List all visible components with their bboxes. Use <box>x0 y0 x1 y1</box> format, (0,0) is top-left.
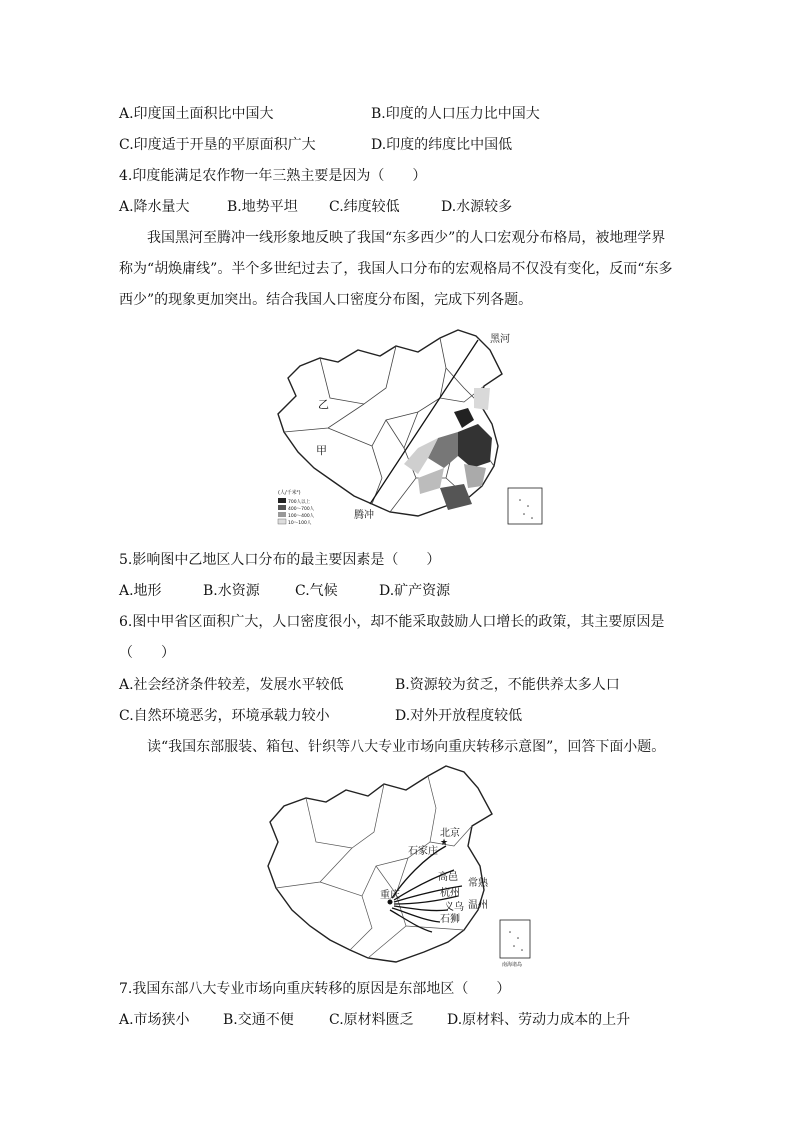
q6-option-a: A.社会经济条件较差，发展水平较低 <box>119 677 344 693</box>
market-transfer-map <box>264 762 540 968</box>
q6-option-c: C.自然环境恶劣，环境承载力较小 <box>119 708 330 724</box>
label-changshu: 常熟 <box>468 878 488 889</box>
q7-option-a: A.市场狭小 <box>119 1012 190 1028</box>
label-jia: 甲 <box>316 444 327 457</box>
q6-stem-cont: （ ） <box>119 645 175 661</box>
svg-text:100～400人: 100～400人 <box>288 514 315 519</box>
label-tengchong: 腾冲 <box>354 510 374 521</box>
q3-option-b: B.印度的人口压力比中国大 <box>371 106 540 122</box>
q4-option-d: D.水源较多 <box>441 199 513 215</box>
label-hangzhou: 杭州 <box>440 888 460 899</box>
inset-label: 南海诸岛 <box>502 962 523 968</box>
q7-option-c: C.原材料匮乏 <box>329 1012 414 1028</box>
svg-text:10～100人: 10～100人 <box>288 521 312 526</box>
q4-stem: 4.印度能满足农作物一年三熟主要是因为（ ） <box>119 168 427 184</box>
label-yi: 乙 <box>318 398 329 411</box>
q3-option-d: D.印度的纬度比中国低 <box>371 137 513 153</box>
population-density-map <box>268 328 548 528</box>
q6-option-d: D.对外开放程度较低 <box>395 708 523 724</box>
q4-option-c: C.纬度较低 <box>329 199 400 215</box>
q5-option-d: D.矿产资源 <box>379 583 451 599</box>
label-chongqing: 重庆 <box>380 890 400 901</box>
svg-text:700人以上: 700人以上 <box>288 500 311 505</box>
label-gaoyi: 高邑 <box>438 872 458 883</box>
q7-option-d: D.原材料、劳动力成本的上升 <box>447 1012 631 1028</box>
label-heihe: 黑河 <box>490 334 510 345</box>
q4-option-b: B.地势平坦 <box>227 199 298 215</box>
label-shishi: 石狮 <box>440 914 460 925</box>
q5-stem: 5.影响图中乙地区人口分布的最主要因素是（ ） <box>119 552 441 568</box>
q7-stem: 7.我国东部八大专业市场向重庆转移的原因是东部地区（ ） <box>119 981 511 997</box>
density-low-2 <box>474 388 490 410</box>
q5-option-b: B.水资源 <box>203 583 260 599</box>
label-wenzhou: 温州 <box>468 900 488 911</box>
q5-option-a: A.地形 <box>119 583 162 599</box>
beijing-star-icon: ★ <box>440 838 449 848</box>
q5-option-c: C.气候 <box>295 583 338 599</box>
label-shijiazhuang: 石家庄 <box>408 846 438 857</box>
q4-option-a: A.降水量大 <box>119 199 190 215</box>
passage-hu-line: 我国黑河至腾冲一线形象地反映了我国“东多西少”的人口宏观分布格局，被地理学界称为“胡焕庸线”。半个多世纪过去了，我国人口分布的宏观格局不仅没有变化，反而“东多西少”的现象更加突出。结合我国人口密度分布图，完成下列各题。 <box>119 230 673 308</box>
q3-option-a: A.印度国土面积比中国大 <box>119 106 274 122</box>
passage-market-transfer: 读“我国东部服装、箱包、针织等八大专业市场向重庆转移示意图”，回答下面小题。 <box>147 739 666 755</box>
density-legend <box>278 489 315 526</box>
svg-text:(人/千米²): (人/千米²) <box>278 490 301 496</box>
q6-option-b: B.资源较为贫乏，不能供养太多人口 <box>395 677 620 693</box>
svg-text:400～700人: 400～700人 <box>288 507 315 512</box>
q6-stem: 6.图中甲省区面积广大，人口密度很小，却不能采取鼓励人口增长的政策，其主要原因是 <box>119 614 665 630</box>
label-beijing: 北京 <box>440 828 460 839</box>
q7-option-b: B.交通不便 <box>223 1012 294 1028</box>
south-sea-inset <box>508 488 542 524</box>
china-outline-2 <box>268 766 492 962</box>
label-yiwu: 义乌 <box>444 902 464 913</box>
south-sea-inset-2 <box>500 920 530 958</box>
q3-option-c: C.印度适于开垦的平原面积广大 <box>119 137 316 153</box>
